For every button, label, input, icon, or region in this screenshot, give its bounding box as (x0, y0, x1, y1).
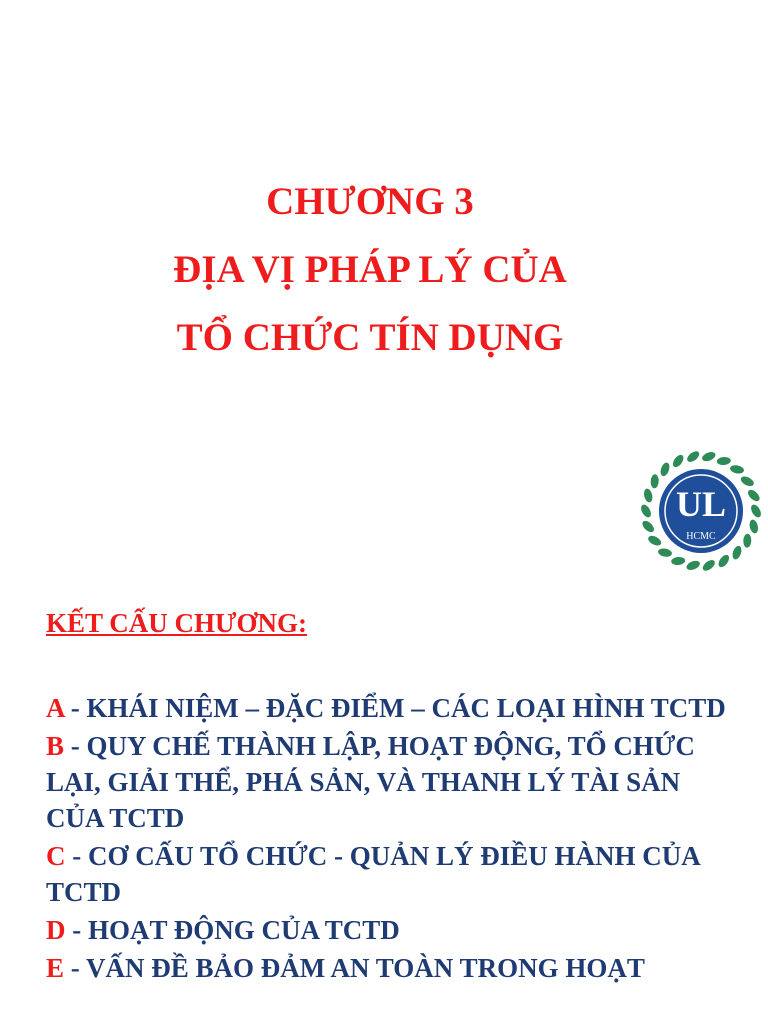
chapter-number: CHƯƠNG 3 (266, 180, 474, 223)
laurel-leaf (671, 556, 686, 565)
list-item (46, 838, 736, 910)
laurel-leaf (701, 558, 717, 573)
laurel-leaf (743, 534, 752, 548)
laurel-leaf (671, 453, 686, 469)
laurel-leaf (659, 461, 671, 477)
laurel-leaf (729, 464, 744, 475)
list-item (46, 728, 736, 836)
laurel-leaf (640, 519, 656, 534)
item-letter: E (46, 953, 65, 983)
item-text: - KHÁI NIỆM – ĐẶC ĐIỂM – CÁC LOẠI HÌNH TCTD (64, 693, 726, 723)
laurel-leaf (639, 503, 653, 519)
list-item (46, 950, 736, 986)
chapter-title-line-2: TỔ CHỨC TÍN DỤNG (176, 316, 564, 359)
structure-list (46, 690, 736, 988)
list-item (46, 690, 736, 726)
laurel-leaf (731, 545, 743, 561)
laurel-leaf (650, 474, 659, 488)
laurel-leaf (685, 559, 701, 572)
list-item (46, 912, 736, 948)
laurel-leaf (643, 488, 654, 503)
laurel-leaf (716, 456, 731, 465)
item-text: - CƠ CẤU TỔ CHỨC - QUẢN LÝ ĐIỀU HÀNH CỦA TCTD (46, 841, 700, 907)
item-text: - HOẠT ĐỘNG CỦA TCTD (65, 915, 400, 945)
item-text: - VẤN ĐỀ BẢO ĐẢM AN TOÀN TRONG HOẠT (64, 953, 645, 983)
structure-heading: KẾT CẤU CHƯƠNG: (46, 608, 308, 638)
university-logo-icon (636, 446, 766, 576)
logo-caption: HCMC (686, 531, 716, 542)
chapter-title-line-1: ĐỊA VỊ PHÁP LÝ CỦA (173, 248, 567, 291)
logo-monogram: UL (675, 484, 727, 524)
laurel-leaf (657, 547, 672, 558)
laurel-leaf (748, 519, 759, 534)
laurel-leaf (739, 475, 755, 489)
item-letter: B (46, 731, 65, 761)
laurel-leaf (701, 450, 717, 463)
item-letter: A (46, 693, 65, 723)
laurel-leaf (716, 553, 731, 569)
laurel-leaf (749, 503, 763, 519)
university-logo-svg (636, 446, 766, 576)
item-letter: C (46, 841, 66, 871)
item-letter: D (46, 915, 66, 945)
item-text: - QUY CHẾ THÀNH LẬP, HOẠT ĐỘNG, TỔ CHỨC LẠI, GIẢI THỂ, PHÁ SẢN, VÀ THANH LÝ TÀI SẢN CỦA TCTD (46, 731, 695, 833)
laurel-leaf (746, 488, 762, 503)
laurel-leaf (685, 449, 701, 464)
laurel-leaf (647, 534, 663, 548)
chapter-title (0, 168, 740, 372)
